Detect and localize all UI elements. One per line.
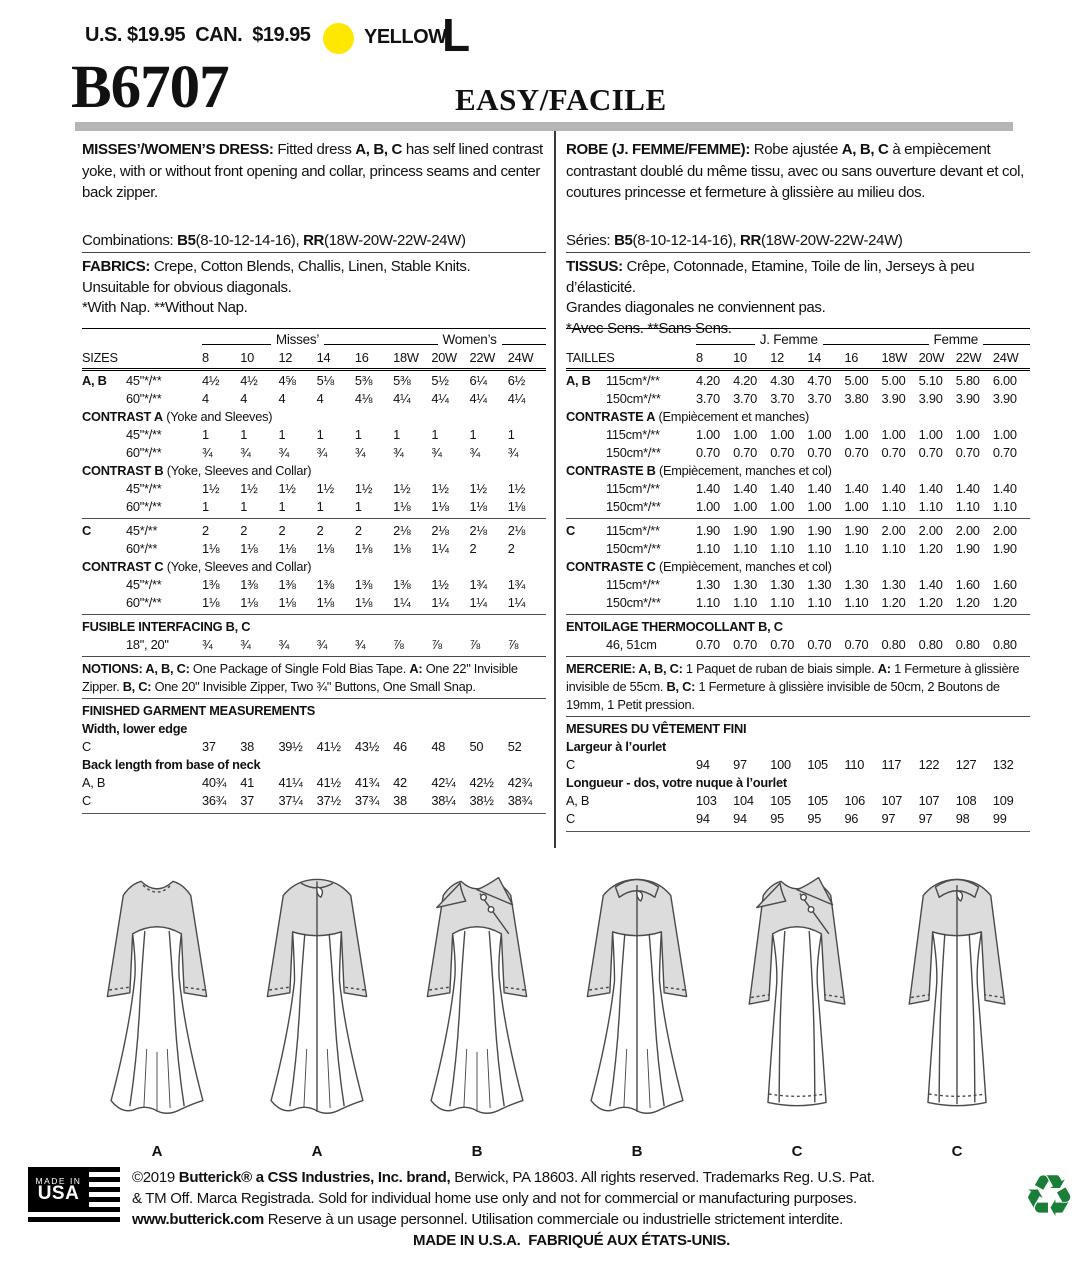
table-row: MESURES DU VÊTEMENT FINI bbox=[566, 721, 747, 736]
table-row: 60"*/** 1 1 1 1 1 1⅛ 1⅛ 1⅛ 1⅛ bbox=[126, 499, 526, 514]
fabrics-note-en: Unsuitable for obvious diagonals. bbox=[82, 278, 292, 296]
header-divider-bar bbox=[75, 122, 1013, 131]
fabrics-block-en bbox=[82, 257, 546, 319]
table-row: FUSIBLE INTERFACING B, C bbox=[82, 619, 251, 634]
table-row: 150cm*/** 3.70 3.70 3.70 3.70 3.80 3.90 3.90 3.90 3.90 bbox=[606, 391, 1017, 406]
table-row: 150cm*/** 1.00 1.00 1.00 1.00 1.00 1.10 1.10 1.10 1.10 bbox=[606, 499, 1017, 514]
french-column bbox=[566, 139, 1030, 851]
view-label: B bbox=[631, 1143, 643, 1160]
table-row: Back length from base of neck bbox=[82, 757, 261, 772]
table-row: 45"*/** 1⅜ 1⅜ 1⅜ 1⅜ 1⅜ 1⅜ 1½ 1¾ 1¾ bbox=[126, 577, 526, 592]
table-row: C 94 97 100 105 110 117 122 127 132 bbox=[566, 757, 1014, 772]
dress-c-front-illustration bbox=[722, 857, 872, 1138]
table-row: 150cm*/** 1.10 1.10 1.10 1.10 1.10 1.20 1.20 1.20 1.20 bbox=[606, 595, 1017, 610]
table-row: C 45*/** 2 2 2 2 2 2⅛ 2⅛ 2⅛ 2⅛ bbox=[82, 523, 526, 538]
fabrics-line-fr: TISSUS: Crêpe, Cotonnade, Etamine, Toile de lin, Jerseys à peu d’élasticité. bbox=[566, 258, 975, 296]
dress-a-front-illustration bbox=[82, 857, 232, 1138]
table-row: 115cm*/** 1.00 1.00 1.00 1.00 1.00 1.00 1.00 1.00 1.00 bbox=[606, 427, 1017, 442]
column-divider bbox=[554, 131, 556, 848]
table-row: ENTOILAGE THERMOCOLLANT B, C bbox=[566, 619, 783, 634]
table-row: NOTIONS: A, B, C: One Package of Single Fold Bias Tape. A: One 22" Invisible Zipper. B, C: One 20" Invisible Zipper, Two ¾" Buttons, One Small Snap. bbox=[82, 661, 518, 694]
website-line: www.butterick.com Reserve à un usage personnel. Utilisation commerciale ou industrielle strictement interdite. bbox=[132, 1211, 843, 1228]
color-name-label: YELLOW bbox=[364, 26, 447, 48]
made-in-usa-line: MADE IN U.S.A. FABRIQUÉ AUX ÉTATS-UNIS. bbox=[413, 1232, 730, 1249]
size-letter: L bbox=[442, 9, 471, 61]
garment-description-fr: ROBE (J. FEMME/FEMME): Robe ajustée A, B, C à empiècement contrastant doublé du même tissu, avec ou sans ouverture devant et col, coutures princesse et fermeture à glissière au milieu dos. bbox=[566, 141, 1024, 201]
table-row: 60"*/** 1⅛ 1⅛ 1⅛ 1⅛ 1⅛ 1¼ 1¼ 1¼ 1¼ bbox=[126, 595, 526, 610]
legal-text bbox=[132, 1167, 1011, 1251]
table-row: 150cm*/** 0.70 0.70 0.70 0.70 0.70 0.70 0.70 0.70 0.70 bbox=[606, 445, 1017, 460]
table-row: 60"*/** 4 4 4 4 4⅛ 4¼ 4¼ 4¼ 4¼ bbox=[126, 391, 526, 406]
copyright-line: ©2019 Butterick® a CSS Industries, Inc. brand, Berwick, PA 18603. All rights reserved. Trademarks Reg. U.S. Pat. bbox=[132, 1169, 875, 1186]
fabrics-note-fr: Grandes diagonales ne conviennent pas. bbox=[566, 299, 826, 316]
table-row: CONTRAST A (Yoke and Sleeves) bbox=[82, 409, 273, 424]
table-row: SIZES 8 10 12 14 16 18W 20W 22W 24W bbox=[82, 349, 546, 371]
dress-view-a-back bbox=[242, 857, 392, 1160]
usage-line: & TM Off. Marca Registrada. Sold for individual home use only and not for commercial or manufacturing purposes. bbox=[132, 1190, 857, 1207]
dress-b-front-illustration bbox=[402, 857, 552, 1138]
english-column bbox=[82, 139, 546, 851]
view-label: B bbox=[471, 1143, 483, 1160]
combinations-line-en: Combinations: B5(8-10-12-14-16), RR(18W-20W-22W-24W) bbox=[82, 232, 546, 253]
table-row: 150cm*/** 1.10 1.10 1.10 1.10 1.10 1.10 1.20 1.90 1.90 bbox=[606, 541, 1017, 556]
table-row: A, B 103 104 105 105 106 107 107 108 109 bbox=[566, 793, 1014, 808]
table-row: CONTRASTE A (Empiècement et manches) bbox=[566, 409, 809, 424]
pattern-number: B6707 bbox=[71, 54, 229, 121]
view-label: A bbox=[311, 1143, 323, 1160]
dress-view-b-front bbox=[402, 857, 552, 1160]
table-row: Misses’ Women’s bbox=[82, 331, 546, 349]
table-row: A, B 115cm*/** 4.20 4.20 4.30 4.70 5.00 5.00 5.10 5.80 6.00 bbox=[566, 373, 1017, 388]
table-row: CONTRAST B (Yoke, Sleeves and Collar) bbox=[82, 463, 312, 478]
dress-c-back-illustration bbox=[882, 857, 1032, 1138]
price-text: U.S. $19.95 CAN. $19.95 bbox=[85, 24, 311, 46]
made-in-usa-logo bbox=[28, 1167, 120, 1224]
table-row: Longueur - dos, votre nuque à l’ourlet bbox=[566, 775, 787, 790]
yellow-color-dot-icon bbox=[323, 23, 354, 54]
table-row: C 94 94 95 95 96 97 97 98 99 bbox=[566, 811, 1007, 826]
table-row: 115cm*/** 1.40 1.40 1.40 1.40 1.40 1.40 1.40 1.40 1.40 bbox=[606, 481, 1017, 496]
legal-footer bbox=[28, 1162, 1075, 1251]
dress-b-back-illustration bbox=[562, 857, 712, 1138]
nap-note-fr: *Avec Sens. **Sans Sens. bbox=[566, 319, 732, 337]
table-row: CONTRAST C (Yoke, Sleeves and Collar) bbox=[82, 559, 312, 574]
table-row: 45"*/** 1½ 1½ 1½ 1½ 1½ 1½ 1½ 1½ 1½ bbox=[126, 481, 526, 496]
table-row: 60*/** 1⅛ 1⅛ 1⅛ 1⅛ 1⅛ 1⅛ 1¼ 2 2 bbox=[126, 541, 515, 556]
table-row: FINISHED GARMENT MEASUREMENTS bbox=[82, 703, 316, 718]
dress-view-c-front bbox=[722, 857, 872, 1160]
dress-view-a-front bbox=[82, 857, 232, 1160]
garment-illustrations bbox=[82, 857, 1032, 1160]
table-row: 46, 51cm 0.70 0.70 0.70 0.70 0.70 0.80 0.80 0.80 0.80 bbox=[606, 637, 1017, 652]
recycle-icon: ♻ bbox=[1023, 1162, 1075, 1230]
table-row: 45"*/** 1 1 1 1 1 1 1 1 1 bbox=[126, 427, 515, 442]
table-row: C 37 38 39½ 41½ 43½ 46 48 50 52 bbox=[82, 739, 522, 754]
yardage-table-imperial bbox=[82, 328, 546, 814]
view-label: A bbox=[151, 1143, 163, 1160]
dress-view-b-back bbox=[562, 857, 712, 1160]
garment-description-en: MISSES’/WOMEN’S DRESS: Fitted dress A, B, C has self lined contrast yoke, with or without front opening and collar, princess seams and center back zipper. bbox=[82, 141, 543, 201]
table-row: TAILLES 8 10 12 14 16 18W 20W 22W 24W bbox=[566, 349, 1030, 371]
table-row: C 115cm*/** 1.90 1.90 1.90 1.90 1.90 2.00 2.00 2.00 2.00 bbox=[566, 523, 1017, 538]
fabrics-line-en: FABRICS: Crepe, Cotton Blends, Challis, Linen, Stable Knits. bbox=[82, 258, 471, 275]
made-in-usa-text: MADE IN USA bbox=[28, 1172, 89, 1208]
yardage-table-metric bbox=[566, 328, 1030, 832]
view-label: C bbox=[951, 1143, 963, 1160]
table-row: J. Femme Femme bbox=[566, 331, 1030, 349]
table-row: C 36¾ 37 37¼ 37½ 37¾ 38 38¼ 38½ 38¾ bbox=[82, 793, 532, 808]
dress-view-c-back bbox=[882, 857, 1032, 1160]
combinations-line-fr: Séries: B5(8-10-12-14-16), RR(18W-20W-22W-24W) bbox=[566, 232, 1030, 253]
view-label: C bbox=[791, 1143, 803, 1160]
table-row: Largeur à l’ourlet bbox=[566, 739, 667, 754]
table-row: A, B 40¾ 41 41¼ 41½ 41¾ 42 42¼ 42½ 42¾ bbox=[82, 775, 532, 790]
difficulty-label: EASY/FACILE bbox=[455, 82, 667, 117]
fabrics-block-fr bbox=[566, 257, 1030, 339]
table-row: MERCERIE: A, B, C: 1 Paquet de ruban de biais simple. A: 1 Fermeture à glissière invisible de 55cm. B, C: 1 Fermeture à glissière invisible de 50cm, 2 Boutons de 19mm, 1 Petit pression. bbox=[566, 661, 1020, 712]
table-row: A, B 45"*/** 4½ 4½ 4⅝ 5⅛ 5⅜ 5⅜ 5½ 6¼ 6½ bbox=[82, 373, 526, 388]
table-row: Width, lower edge bbox=[82, 721, 188, 736]
nap-note-en: *With Nap. **Without Nap. bbox=[82, 299, 248, 316]
table-row: 18", 20" ¾ ¾ ¾ ¾ ¾ ⅞ ⅞ ⅞ ⅞ bbox=[126, 637, 519, 652]
table-row: CONTRASTE B (Empiècement, manches et col) bbox=[566, 463, 832, 478]
table-row: CONTRASTE C (Empiècement, manches et col) bbox=[566, 559, 832, 574]
dress-a-back-illustration bbox=[242, 857, 392, 1138]
table-row: 60"*/** ¾ ¾ ¾ ¾ ¾ ¾ ¾ ¾ ¾ bbox=[126, 445, 519, 460]
table-row: 115cm*/** 1.30 1.30 1.30 1.30 1.30 1.30 1.40 1.60 1.60 bbox=[606, 577, 1017, 592]
